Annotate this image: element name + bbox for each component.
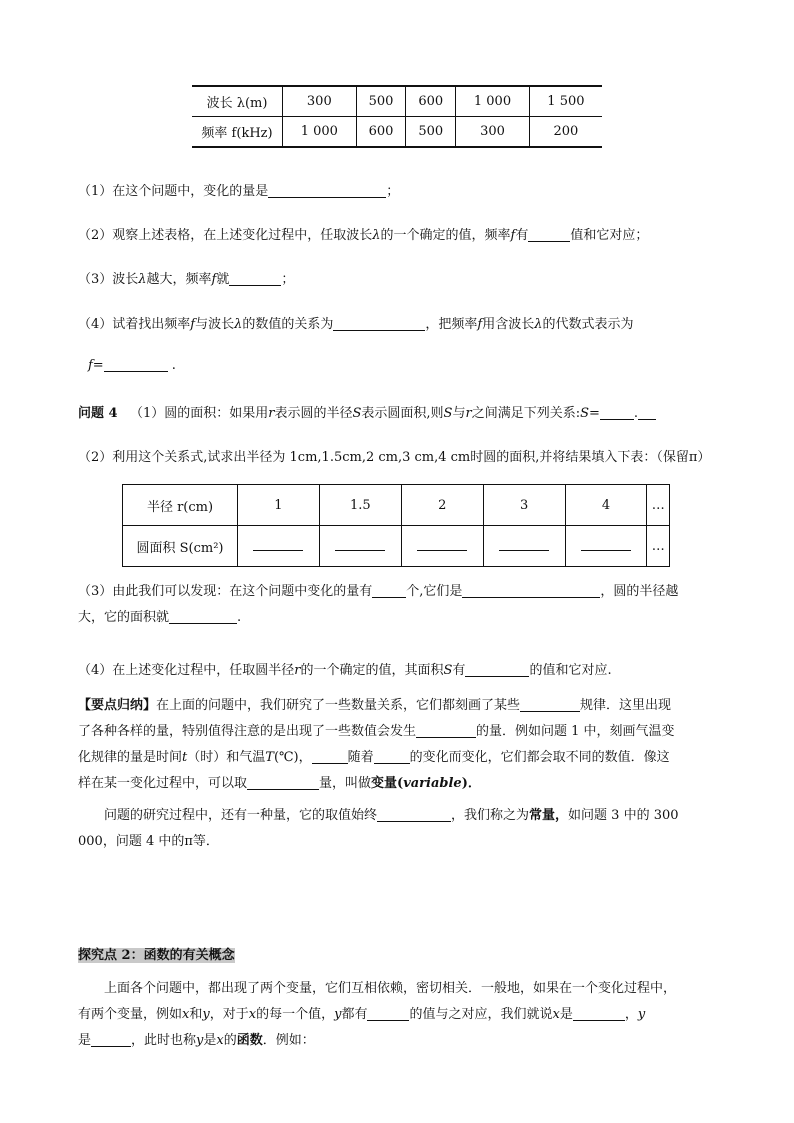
q3-item3: （3）波长λ越大，频率f就 ；	[78, 272, 295, 287]
answer-blank[interactable]	[377, 808, 451, 822]
table-cell: 1 000	[283, 117, 357, 148]
answer-blank[interactable]	[638, 406, 656, 420]
row-header: 半径 r(cm)	[123, 485, 238, 526]
answer-blank[interactable]	[600, 406, 634, 420]
answer-blank[interactable]	[91, 1033, 131, 1047]
answer-cell[interactable]	[319, 526, 401, 567]
table-cell: …	[647, 526, 670, 567]
answer-cell[interactable]	[238, 526, 320, 567]
table-cell: 1	[238, 485, 320, 526]
answer-blank[interactable]	[268, 184, 386, 198]
table-row	[192, 86, 602, 117]
answer-blank[interactable]	[104, 358, 168, 372]
table-cell: 2	[401, 485, 483, 526]
table-cell: 300	[456, 117, 530, 148]
q4-item2: （2）利用这个关系式,试求出半径为 1cm,1.5cm,2 cm,3 cm,4 cm时圆的面积,并将结果填入下表：（保留π）	[78, 450, 711, 465]
table-cell: 500	[406, 117, 456, 148]
table-cell: …	[647, 485, 670, 526]
answer-blank[interactable]	[169, 610, 237, 624]
table-cell: 1 000	[456, 86, 530, 117]
table-cell: 3	[483, 485, 565, 526]
answer-blank[interactable]	[374, 750, 410, 764]
table-cell: 600	[356, 117, 406, 148]
q4-item3: （3）由此我们可以发现：在这个问题中变化的量有 个,它们是 ，圆的半径越 大，它的面积就 .	[78, 584, 679, 625]
q4-item4: （4）在上述变化过程中，任取圆半径r的一个确定的值，其面积S有 的值和它对应.	[78, 663, 612, 678]
row-header: 圆面积 S(cm²)	[123, 526, 238, 567]
answer-blank[interactable]	[372, 584, 406, 598]
q3-item1: （1）在这个问题中，变化的量是 ；	[78, 184, 400, 199]
table-cell: 1 500	[529, 86, 602, 117]
q4-item1: 问题 4 （1）圆的面积：如果用r表示圆的半径S表示圆面积,则S与r之间满足下列关系:S= .	[78, 402, 656, 421]
answer-blank[interactable]	[465, 663, 529, 677]
table-cell: 4	[565, 485, 647, 526]
q3-item4-formula: f= .	[88, 358, 176, 373]
table-row	[123, 526, 670, 567]
answer-blank[interactable]	[416, 724, 476, 738]
table-row	[192, 117, 602, 148]
answer-blank[interactable]	[462, 584, 600, 598]
answer-blank[interactable]	[247, 776, 319, 790]
table-cell: 300	[283, 86, 357, 117]
answer-blank[interactable]	[367, 1007, 409, 1021]
radius-area-table	[122, 484, 670, 567]
answer-cell[interactable]	[565, 526, 647, 567]
function-definition: 上面各个问题中，都出现了两个变量，它们互相依赖，密切相关．一般地，如果在一个变化过程中， 有两个变量，例如x和y，对于x的每一个值，y都有 的值与之对应，我们就说x是 ，y 是 ，此时也称y是x的函数．例如：	[78, 981, 677, 1048]
table-cell: 1.5	[319, 485, 401, 526]
answer-blank[interactable]	[520, 698, 580, 712]
section2-title: 探究点 2：函数的有关概念	[78, 948, 235, 963]
answer-cell[interactable]	[483, 526, 565, 567]
row-header: 波长 λ(m)	[192, 86, 283, 117]
q3-item2: （2）观察上述表格，在上述变化过程中，任取波长λ的一个确定的值，频率f有 值和它对应；	[78, 228, 649, 243]
q3-item4: （4）试着找出频率f与波长λ的数值的关系为 ，把频率f用含波长λ的代数式表示为	[78, 317, 634, 332]
table-row	[123, 485, 670, 526]
answer-blank[interactable]	[312, 750, 348, 764]
wavelength-frequency-table	[192, 85, 602, 148]
table-cell: 200	[529, 117, 602, 148]
answer-blank[interactable]	[573, 1007, 625, 1021]
answer-cell[interactable]	[401, 526, 483, 567]
table-cell: 500	[356, 86, 406, 117]
table-cell: 600	[406, 86, 456, 117]
answer-blank[interactable]	[333, 317, 425, 331]
answer-blank[interactable]	[229, 272, 281, 286]
constant-definition: 问题的研究过程中，还有一种量，它的取值始终 ，我们称之为常量，如问题 3 中的 300 000，问题 4 中的π等．	[78, 808, 679, 849]
row-header: 频率 f(kHz)	[201, 126, 273, 141]
answer-blank[interactable]	[528, 228, 570, 242]
key-points-summary: 【要点归纳】在上面的问题中，我们研究了一些数量关系，它们都刻画了某些 规律．这里出现 了各种各样的量，特别值得注意的是出现了一些数值会发生 的量．例如问题 1 中，刻画气温变 化规律的量是时间t（时）和气温T(℃)， 随着 的变化而变化，它们都会取不同的数值．像这 样在某一变化过程中，可以取 量，叫做变量(variable)．	[78, 698, 675, 791]
